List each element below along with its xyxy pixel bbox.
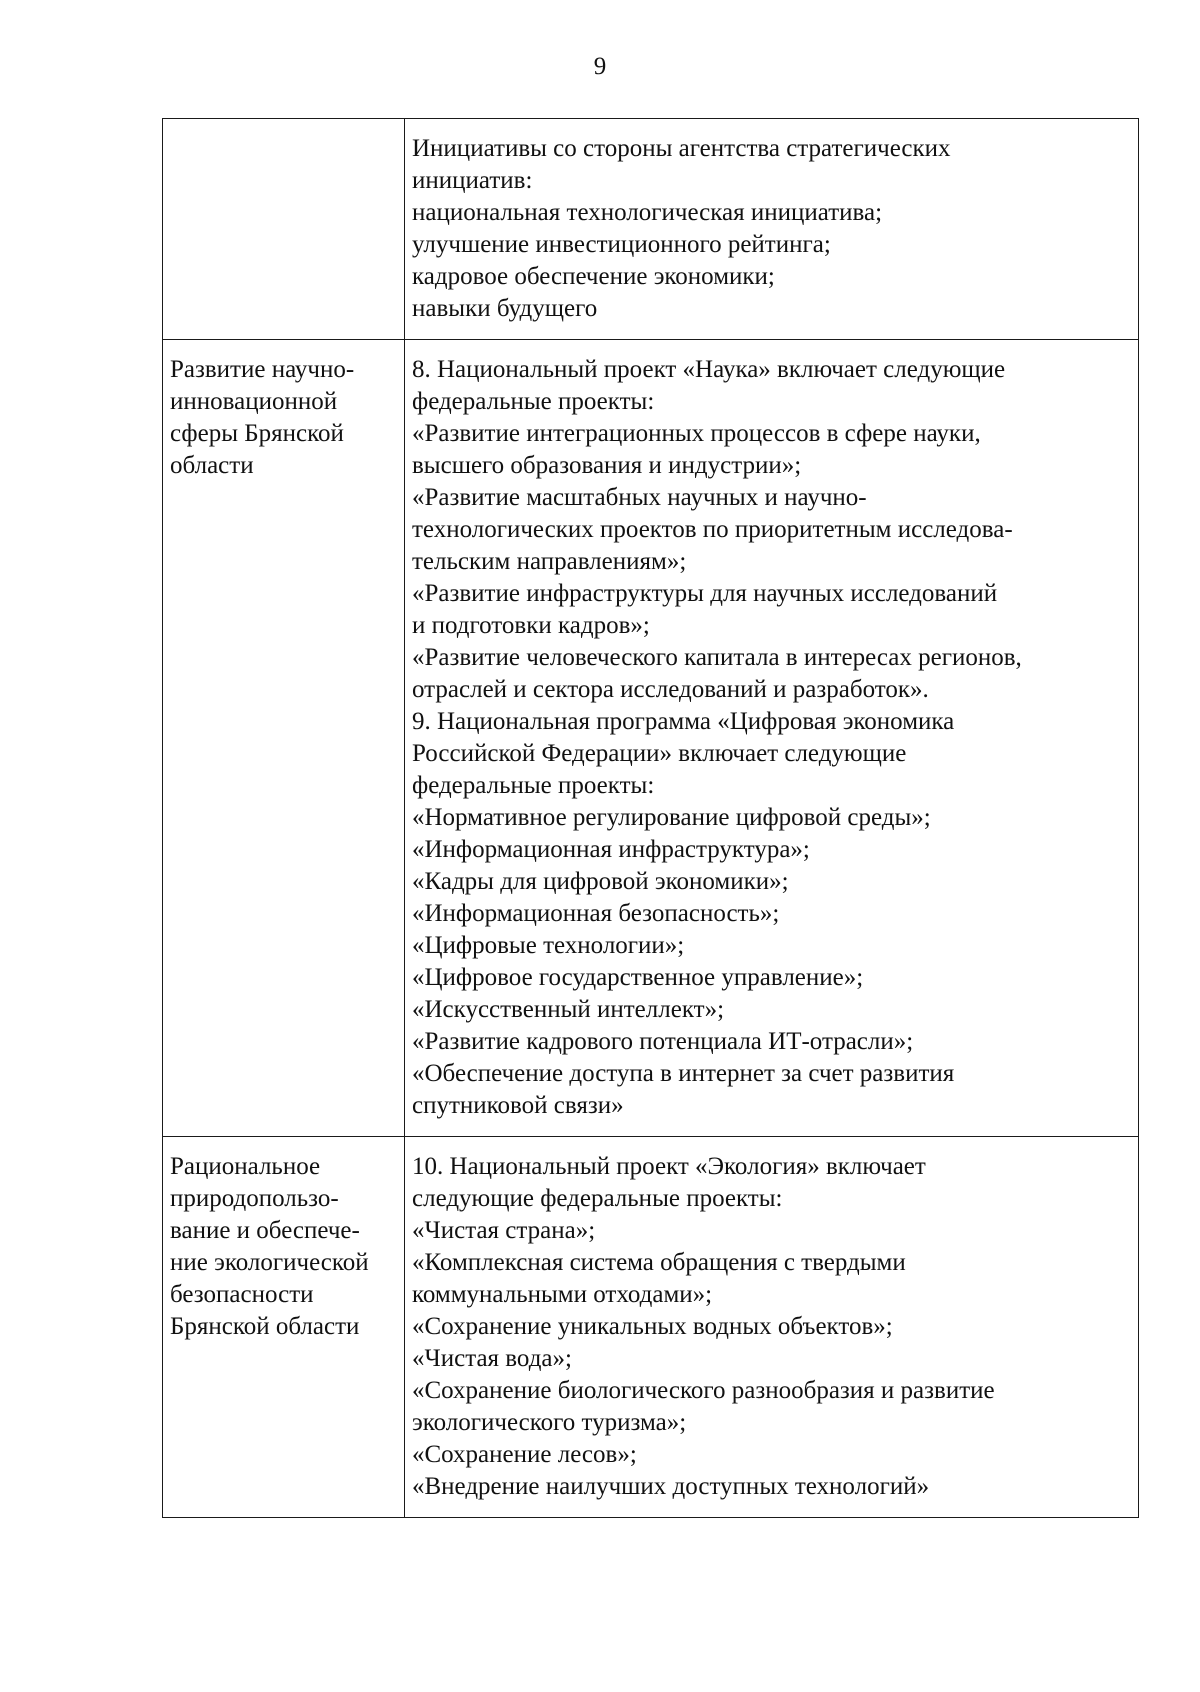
project-line: отраслей и сектора исследований и разработок». [412,676,929,703]
project-line: высшего образования и индустрии»; [412,452,802,479]
project-line: коммунальными отходами»; [412,1281,713,1308]
project-line: инициатив: [412,167,533,194]
project-line: «Развитие кадрового потенциала ИТ-отрасли»; [412,1028,914,1055]
project-line: и подготовки кадров»; [412,612,650,639]
projects-cell [405,119,1139,340]
direction-line: Брянской области [170,1313,360,1340]
project-line: «Сохранение уникальных водных объектов»; [412,1313,893,1340]
project-line: Российской Федерации» включает следующие [412,740,907,767]
projects-cell [405,1137,1139,1518]
project-line: федеральные проекты: [412,388,655,415]
project-line: технологических проектов по приоритетным исследова- [412,516,1013,543]
project-line: «Информационная безопасность»; [412,900,780,927]
project-line: 8. Национальный проект «Наука» включает следующие [412,356,1006,383]
project-line: «Искусственный интеллект»; [412,996,725,1023]
project-line: национальная технологическая инициатива; [412,199,883,226]
projects-table [162,118,1139,1518]
project-line: «Обеспечение доступа в интернет за счет развития [412,1060,955,1087]
direction-line: инновационной [170,388,338,415]
project-line: тельским направлениям»; [412,548,687,575]
table-row [163,1137,1139,1518]
project-line: «Развитие инфраструктуры для научных исследований [412,580,998,607]
project-line: кадровое обеспечение экономики; [412,263,775,290]
project-line: экологического туризма»; [412,1409,687,1436]
project-line: «Развитие масштабных научных и научно- [412,484,867,511]
direction-cell [163,1137,405,1518]
project-line: «Сохранение лесов»; [412,1441,637,1468]
direction-line: области [170,452,254,479]
direction-line: Рациональное [170,1153,321,1180]
direction-line: природопользо- [170,1185,339,1212]
project-line: 10. Национальный проект «Экология» включает [412,1153,926,1180]
project-line: «Кадры для цифровой экономики»; [412,868,789,895]
project-line: «Внедрение наилучших доступных технологий» [412,1473,930,1500]
project-line: спутниковой связи» [412,1092,624,1119]
project-line: «Чистая вода»; [412,1345,572,1372]
project-line: «Развитие человеческого капитала в интересах регионов, [412,644,1022,671]
page-number: 9 [593,53,607,80]
direction-line: безопасности [170,1281,314,1308]
project-line: «Чистая страна»; [412,1217,596,1244]
project-line: навыки будущего [412,295,598,322]
project-line: федеральные проекты: [412,772,655,799]
project-line: «Цифровое государственное управление»; [412,964,864,991]
project-line: «Сохранение биологического разнообразия и развитие [412,1377,995,1404]
project-line: «Нормативное регулирование цифровой среды»; [412,804,931,831]
project-line: улучшение инвестиционного рейтинга; [412,231,831,258]
table-body [163,119,1139,1518]
project-line: 9. Национальная программа «Цифровая экономика [412,708,955,735]
projects-cell [405,340,1139,1137]
project-line: следующие федеральные проекты: [412,1185,783,1212]
project-line: «Комплексная система обращения с твердыми [412,1249,906,1276]
direction-cell [163,340,405,1137]
project-line: «Информационная инфраструктура»; [412,836,810,863]
project-line: «Развитие интеграционных процессов в сфере науки, [412,420,981,447]
table-row [163,340,1139,1137]
direction-cell [163,119,405,340]
direction-line: вание и обеспече- [170,1217,360,1244]
table-row [163,119,1139,340]
project-line: «Цифровые технологии»; [412,932,685,959]
direction-line: ние экологической [170,1249,369,1276]
direction-line: Развитие научно- [170,356,355,383]
direction-line: сферы Брянской [170,420,344,447]
project-line: Инициативы со стороны агентства стратегических [412,135,951,162]
